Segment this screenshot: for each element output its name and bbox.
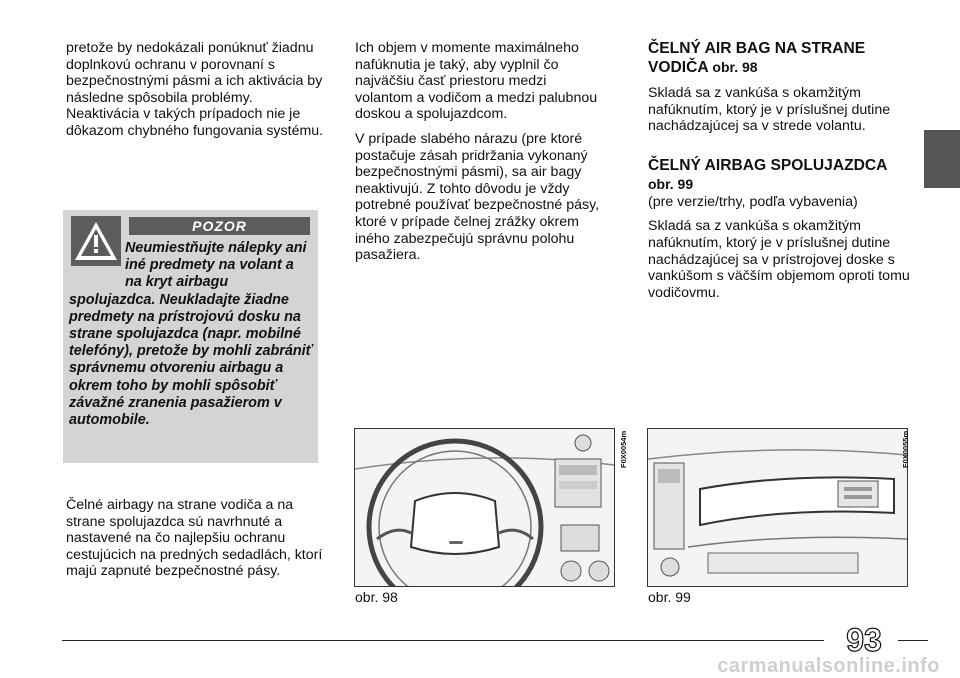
- figure-98-code: F0X0054m: [619, 430, 628, 468]
- intro-paragraph-2: Neaktivácia v takých prípadoch nie je dôkazom chybného fungovania systému.: [66, 106, 324, 139]
- figure-99-caption: obr. 99: [648, 589, 691, 605]
- column-1: [66, 40, 324, 140]
- chapter-tab: [924, 130, 960, 188]
- figure-99-code: F0X0055m: [901, 430, 910, 468]
- heading-driver-airbag-text: ČELNÝ AIR BAG NA STRANE VODIČA: [648, 40, 866, 76]
- col3-paragraph-2: Skladá sa z vankúša s okamžitým nafúknutím, ktorý je v príslušnej dutine nachádzajúcej sa v prístrojovej doske s vankúšom s väčším objemom oproti tomu vodičovmu.: [648, 218, 910, 301]
- footer-rule-right: [898, 640, 928, 641]
- figure-98-caption: obr. 98: [355, 589, 398, 605]
- heading-passenger-airbag-text: ČELNÝ AIRBAG SPOLUJAZDCA: [648, 156, 887, 174]
- heading-passenger-airbag: [648, 157, 910, 194]
- page-number: 93: [846, 622, 882, 658]
- watermark: carmanualsonline.info: [717, 655, 940, 677]
- warning-box: [63, 210, 318, 463]
- intro-paragraph: pretože by nedokázali ponúknuť žiadnu doplnkovú ochranu v porovnaní s bezpečnostnými pásmi a ich aktivácia by následne spôsobila problémy.: [66, 40, 323, 106]
- column-2: [355, 40, 605, 264]
- footer-rule: [62, 640, 824, 641]
- column-1-bottom-paragraph: Čelné airbagy na strane vodiča a na strane spolujazdca sú navrhnuté a nastavené na čo najlepšiu ochranu cestujúcich na predných sedadlách, ktorí majú zapnuté bezpečnostné pásy.: [66, 497, 323, 580]
- col3-subtitle: (pre verzie/trhy, podľa vybavenia): [648, 193, 858, 210]
- col3-paragraph-1: Skladá sa z vankúša s okamžitým nafúknutím, ktorý je v príslušnej dutine nachádzajúcej sa v strede volantu.: [648, 85, 891, 135]
- heading-driver-airbag: [648, 40, 910, 77]
- col2-paragraph-2: V prípade slabého nárazu (pre ktoré postačuje zásah pridržania vykonaný bezpečnostnými pásmi), sa air bagy neaktivujú. Z tohto dôvodu je vždy potrebné používať bezpečnostné pásy, ktoré v prípade čelnej zrážky okrem iného zabezpečujú správnu polohu pasažiera.: [355, 130, 600, 264]
- steering-wheel-illustration: [355, 429, 614, 586]
- heading-passenger-airbag-ref: obr. 99: [648, 175, 694, 192]
- figure-99-passenger-dashboard: [647, 428, 908, 587]
- passenger-dashboard-illustration: [648, 429, 907, 586]
- warning-text: Neumiestňujte nálepky ani iné predmety na volant a na kryt airbagu spolujazdca. Neukladajte žiadne predmety na prístrojovú dosku na strane spolujazdca (napr. mobilné telefóny), pretože by mohli zabrániť správnemu otvoreniu airbagu a okrem toho by mohli spôsobiť závažné zranenia pasažierom v automobile.: [69, 240, 313, 429]
- column-3: [648, 40, 910, 301]
- heading-driver-airbag-ref: obr. 98: [712, 59, 758, 75]
- warning-label: POZOR: [129, 217, 310, 235]
- figure-98-steering-wheel: [354, 428, 615, 587]
- col2-paragraph-1: Ich objem v momente maximálneho nafúknutia je taký, aby vyplnil čo najväčšiu časť priestoru medzi volantom a vodičom a medzi palubnou doskou a spolujazdcom.: [355, 40, 598, 123]
